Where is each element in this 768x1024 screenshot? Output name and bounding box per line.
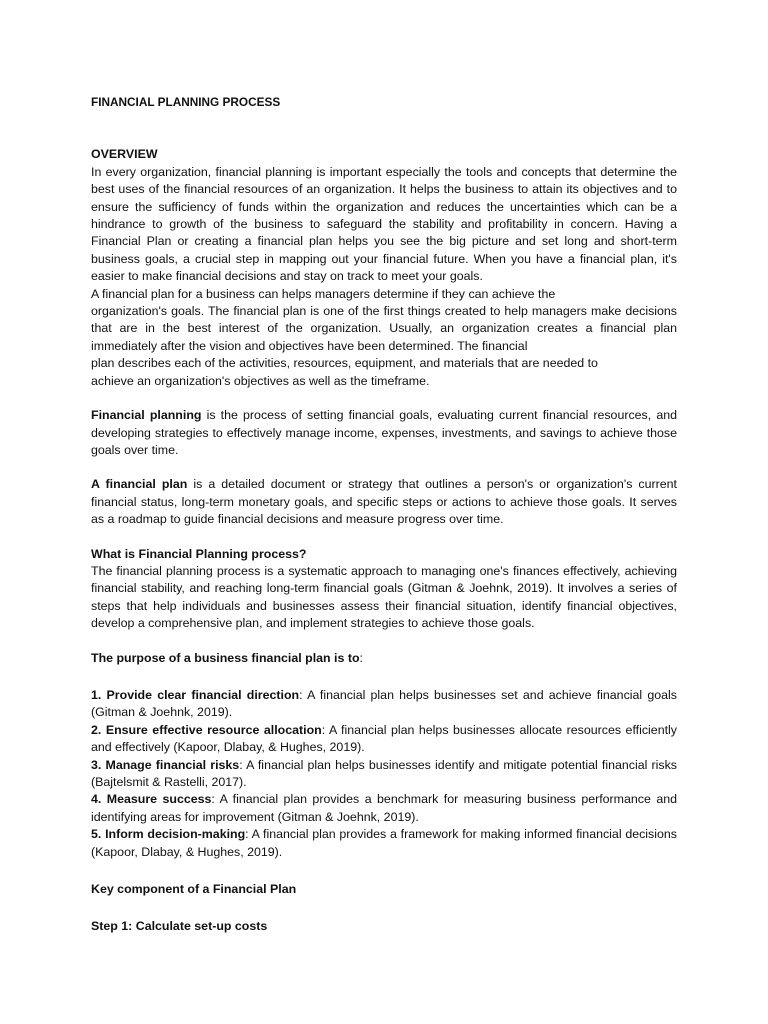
step-1-heading: Step 1: Calculate set-up costs — [91, 919, 268, 934]
process-heading: What is Financial Planning process? — [91, 546, 307, 561]
document-title: FINANCIAL PLANNING PROCESS — [91, 95, 281, 109]
purpose-list-item — [91, 757, 677, 792]
purpose-list-item — [91, 826, 677, 861]
purpose-item-term: 4. Measure success — [91, 792, 212, 807]
purpose-heading — [91, 650, 677, 667]
key-component-heading: Key component of a Financial Plan — [91, 882, 297, 897]
financial-planning-definition — [91, 407, 677, 459]
overview-paragraph-2-line-b: achieve an organization's objectives as well as the timeframe. — [91, 373, 430, 388]
purpose-list-item — [91, 722, 677, 757]
financial-plan-term: A financial plan — [91, 477, 188, 492]
process-paragraph: The financial planning process is a systematic approach to managing one's finances effectively, achieving financial stability, and reaching long-term financial goals (Gitman & Joehnk, 2019). It involves a series of steps that help individuals and businesses assess their financial situation, identify financial objectives, develop a comprehensive plan, and implement strategies to achieve those goals. — [91, 563, 677, 631]
purpose-list — [91, 687, 677, 861]
purpose-item-text: : A financial plan helps businesses allocate resources efficiently and effectively (Kapoor, Dlabay, & Hughes, 2019). — [91, 722, 677, 755]
purpose-list-item — [91, 687, 677, 722]
financial-plan-definition — [91, 476, 677, 528]
purpose-item-text: : A financial plan provides a framework for making informed financial decisions (Kapoor, Dlabay, & Hughes, 2019). — [91, 827, 677, 859]
purpose-item-term: 1. Provide clear financial direction — [91, 687, 300, 702]
financial-planning-term: Financial planning — [91, 408, 202, 423]
purpose-item-term: 5. Inform decision-making — [91, 827, 246, 842]
purpose-item-text: : A financial plan helps businesses identify and mitigate potential financial risks (Bajtelsmit & Rastelli, 2017). — [91, 757, 677, 789]
overview-heading: OVERVIEW — [91, 147, 158, 162]
financial-plan-text: is a detailed document or strategy that outlines a person's or organization's current financial status, long-term monetary goals, and specific steps or actions to achieve those goals. It serves as a roadmap to guide financial decisions and measure progress over time. — [91, 477, 677, 527]
document-page — [91, 94, 677, 936]
overview-paragraph-2-body: organization's goals. The financial plan is one of the first things created to help managers make decisions that are in the best interest of the organization. Usually, an organization creates a financial plan immediately after the vision and objectives have been determined. The financial — [91, 304, 677, 353]
purpose-heading-text: The purpose of a business financial plan is to — [91, 650, 360, 665]
overview-paragraph-2-line-1: A financial plan for a business can helps managers determine if they can achieve the — [91, 286, 556, 301]
purpose-item-term: 2. Ensure effective resource allocation — [91, 722, 322, 737]
purpose-item-text: : A financial plan provides a benchmark for measuring business performance and identifying areas for improvement (Gitman & Joehnk, 2019). — [91, 792, 677, 824]
purpose-item-text: : A financial plan helps businesses set and achieve financial goals (Gitman & Joehnk, 2019). — [91, 687, 677, 720]
overview-paragraph-1: In every organization, financial planning is important especially the tools and concepts that determine the best uses of the financial resources of an organization. It helps the business to attain its objectives and to ensure the sufficiency of funds within the organization and reduces the uncertainties which can be a hindrance to growth of the business to safeguard the stability and profitability in concern. Having a Financial Plan or creating a financial plan helps you see the big picture and set long and short-term business goals, a crucial step in mapping out your financial future. When you have a financial plan, it's easier to make financial decisions and stay on track to meet your goals. — [91, 164, 677, 284]
purpose-item-term: 3. Manage financial risks — [91, 757, 240, 772]
overview-paragraph-2-line-a: plan describes each of the activities, resources, equipment, and materials that are needed to — [91, 356, 598, 371]
purpose-heading-colon: : — [359, 650, 363, 665]
financial-planning-text: is the process of setting financial goals, evaluating current financial resources, and developing strategies to effectively manage income, expenses, investments, and savings to achieve those goals over time. — [91, 408, 677, 457]
purpose-list-item — [91, 791, 677, 826]
